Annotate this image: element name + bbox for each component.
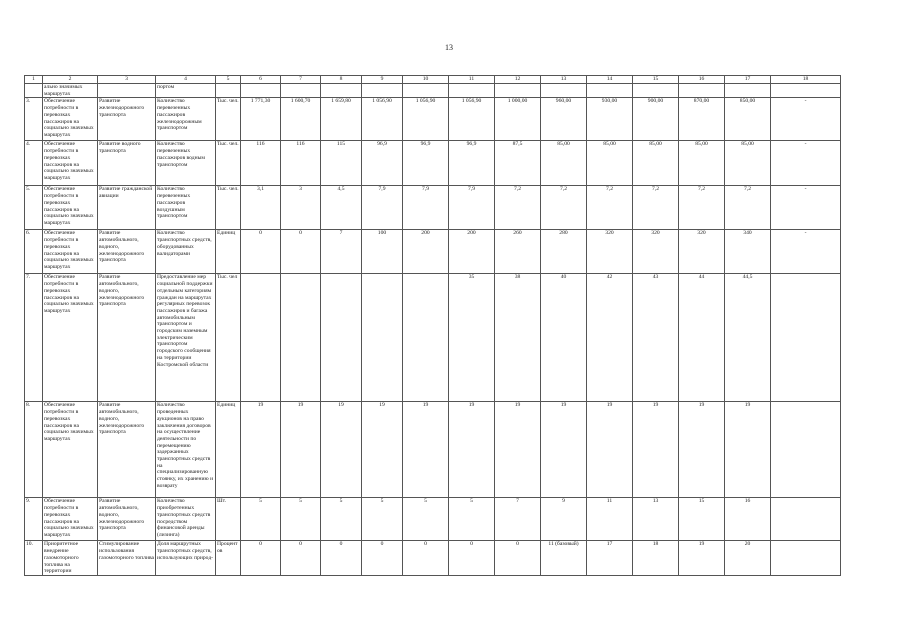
table-cell xyxy=(495,84,541,98)
table-cell: Развитие автомобильного, водного, железнодорожного транспорта xyxy=(98,274,156,402)
table-cell: 96,9 xyxy=(362,141,403,186)
table-cell xyxy=(541,84,587,98)
table-cell: 9 xyxy=(541,498,587,541)
table-cell: Развитие железнодорожного транспорта xyxy=(98,98,156,141)
table-cell: 9. xyxy=(25,498,43,541)
table-cell xyxy=(241,274,281,402)
table-cell: 19 xyxy=(679,402,725,498)
table-cell: 85,00 xyxy=(587,141,633,186)
table-cell: 0 xyxy=(495,541,541,576)
table-cell: 7. xyxy=(25,274,43,402)
table-cell: Единиц xyxy=(216,402,241,498)
continuation-row xyxy=(25,84,841,98)
header-cell: 1 xyxy=(25,76,43,84)
table-cell: 1 659,80 xyxy=(321,98,362,141)
table-cell: 0 xyxy=(362,541,403,576)
header-row xyxy=(25,76,841,84)
table-cell: 5 xyxy=(449,498,495,541)
table-cell: 8. xyxy=(25,402,43,498)
table-cell xyxy=(771,274,841,402)
table-cell: 7,2 xyxy=(633,186,679,230)
table-cell: 1 000,00 xyxy=(495,98,541,141)
table-cell: 340 xyxy=(725,230,771,274)
table-cell: 930,00 xyxy=(587,98,633,141)
table-cell: 7,2 xyxy=(541,186,587,230)
table-cell: 11 xyxy=(587,498,633,541)
table-cell xyxy=(679,84,725,98)
table-cell: 19 xyxy=(403,402,449,498)
table-cell xyxy=(771,541,841,576)
table-cell: 0 xyxy=(449,541,495,576)
table-cell: 85,00 xyxy=(633,141,679,186)
table-cell xyxy=(321,274,362,402)
table-cell: Развитие автомобильного, водного, железнодорожного транспорта xyxy=(98,498,156,541)
table-cell: 19 xyxy=(281,402,321,498)
table-cell: 18 xyxy=(633,541,679,576)
table-cell: 38 xyxy=(495,274,541,402)
table-cell: Тыс. чел xyxy=(216,274,241,402)
table-cell: 7 xyxy=(495,498,541,541)
table-cell: Предоставление мер социальной поддержки отдельным категориям граждан на маршрутах регулярных перевозок пассажиров и багажа автомобильным транспортом и городским наземным электрическим транспортом городского сообщения на территории Костромской области xyxy=(156,274,216,402)
table-cell: 35 xyxy=(449,274,495,402)
table-cell: 85,00 xyxy=(541,141,587,186)
table-cell: 44 xyxy=(679,274,725,402)
table-cell: Тыс. чел. xyxy=(216,141,241,186)
table-cell: Развитие гражданской авиации xyxy=(98,186,156,230)
table-cell: 43 xyxy=(633,274,679,402)
table-cell: 19 xyxy=(679,541,725,576)
table-cell: 200 xyxy=(403,230,449,274)
table-cell: Развитие водного транспорта xyxy=(98,141,156,186)
table-cell: 280 xyxy=(541,230,587,274)
table-cell: 40 xyxy=(541,274,587,402)
table-cell xyxy=(587,84,633,98)
header-cell: 12 xyxy=(495,76,541,84)
table-cell xyxy=(241,84,281,98)
header-cell: 17 xyxy=(725,76,771,84)
table-cell: 200 xyxy=(449,230,495,274)
table-cell: Обеспечение потребности в перевозках пассажиров на социально значимых маршрутах xyxy=(43,402,98,498)
header-cell: 7 xyxy=(281,76,321,84)
table-cell: 116 xyxy=(241,141,281,186)
table-cell: 20 xyxy=(725,541,771,576)
header-cell: 13 xyxy=(541,76,587,84)
table-cell: 4,5 xyxy=(321,186,362,230)
table-cell xyxy=(771,402,841,498)
table-cell xyxy=(449,84,495,98)
page-number: 13 xyxy=(445,43,453,52)
table-cell: 0 xyxy=(403,541,449,576)
table-cell: 3,1 xyxy=(241,186,281,230)
table-cell: 1 771,30 xyxy=(241,98,281,141)
table-cell: Процентов xyxy=(216,541,241,576)
table-cell: Единиц xyxy=(216,230,241,274)
table-cell: 0 xyxy=(321,541,362,576)
table-cell: портом xyxy=(156,84,216,98)
table-cell: 5 xyxy=(241,498,281,541)
table-cell: Обеспечение потребности в перевозках пассажиров на социально значимых маршрутах xyxy=(43,274,98,402)
table-row xyxy=(25,141,841,186)
table-cell: 87,5 xyxy=(495,141,541,186)
table-cell: 19 xyxy=(633,402,679,498)
table-cell: 0 xyxy=(281,541,321,576)
table-cell: 19 xyxy=(725,402,771,498)
table-cell: Стимулирование использования газомоторного топлива xyxy=(98,541,156,576)
table-cell: 3. xyxy=(25,98,43,141)
table-cell xyxy=(403,84,449,98)
table-cell: 85,00 xyxy=(679,141,725,186)
table-cell: Развитие автомобильного, водного, железнодорожного транспорта xyxy=(98,230,156,274)
table-cell: 19 xyxy=(587,402,633,498)
table-cell: 5 xyxy=(362,498,403,541)
table-cell: Обеспечение потребности в перевозках пассажиров на социально значимых маршрутах xyxy=(43,498,98,541)
table-cell: 960,00 xyxy=(541,98,587,141)
table-cell xyxy=(362,274,403,402)
header-cell: 11 xyxy=(449,76,495,84)
table-cell: 19 xyxy=(362,402,403,498)
table-cell: Количество проведенных аукционов на право заключения договоров на осуществление деятельности по перемещению задержанных транспортных средств на специализированную стоянку, их хранению и возврату xyxy=(156,402,216,498)
header-cell: 8 xyxy=(321,76,362,84)
table-cell: 6. xyxy=(25,230,43,274)
table-cell: 13 xyxy=(633,498,679,541)
table-cell: 320 xyxy=(587,230,633,274)
table-cell: 7,2 xyxy=(679,186,725,230)
table-cell: 11 (базовый) xyxy=(541,541,587,576)
header-cell: 14 xyxy=(587,76,633,84)
table-cell: 5 xyxy=(281,498,321,541)
table-cell: Шт. xyxy=(216,498,241,541)
table-cell: 0 xyxy=(241,230,281,274)
header-cell: 3 xyxy=(98,76,156,84)
table-cell: 850,00 xyxy=(725,98,771,141)
table-cell: 10. xyxy=(25,541,43,576)
table-cell: Количество перевезенных пассажиров воздушным транспортом xyxy=(156,186,216,230)
table-cell xyxy=(321,84,362,98)
table-cell: 115 xyxy=(321,141,362,186)
header-cell: 6 xyxy=(241,76,281,84)
table-cell xyxy=(281,274,321,402)
table-cell: 15 xyxy=(679,498,725,541)
table-cell: Количество транспортных средств, оборудованных валидаторами xyxy=(156,230,216,274)
table-cell xyxy=(362,84,403,98)
table-cell: 7 xyxy=(321,230,362,274)
header-cell: 9 xyxy=(362,76,403,84)
table-cell: 5. xyxy=(25,186,43,230)
table-cell: 3 xyxy=(281,186,321,230)
table-cell xyxy=(725,84,771,98)
table-row xyxy=(25,274,841,402)
table-cell: 870,00 xyxy=(679,98,725,141)
table-row xyxy=(25,98,841,141)
table-cell: 5 xyxy=(403,498,449,541)
table-cell: 5 xyxy=(321,498,362,541)
table-cell: 7,9 xyxy=(362,186,403,230)
table-cell xyxy=(281,84,321,98)
table-cell: 900,00 xyxy=(633,98,679,141)
table-cell: 7,2 xyxy=(495,186,541,230)
table-cell: 16 xyxy=(725,498,771,541)
table-cell xyxy=(771,84,841,98)
table-cell: 44,5 xyxy=(725,274,771,402)
table-cell: 19 xyxy=(241,402,281,498)
table-cell: 19 xyxy=(541,402,587,498)
table-cell: 7,2 xyxy=(587,186,633,230)
header-cell: 4 xyxy=(156,76,216,84)
table-cell: 0 xyxy=(241,541,281,576)
table-cell xyxy=(633,84,679,98)
table-cell: 96,9 xyxy=(449,141,495,186)
table-cell: 85,00 xyxy=(725,141,771,186)
table-row xyxy=(25,186,841,230)
header-cell: 15 xyxy=(633,76,679,84)
table-cell: 4. xyxy=(25,141,43,186)
table-cell: 1 056,90 xyxy=(449,98,495,141)
table-cell xyxy=(216,84,241,98)
table-cell xyxy=(25,84,43,98)
table-cell: Обеспечение потребности в перевозках пассажиров на социально значимых маршрутах xyxy=(43,141,98,186)
table-cell: Количество перевезенных пассажиров железнодорожным транспортом xyxy=(156,98,216,141)
table-cell: 116 xyxy=(281,141,321,186)
table-cell: 19 xyxy=(321,402,362,498)
table-cell: 0 xyxy=(281,230,321,274)
table-cell: Количество приобретенных транспортных средств посредством финансовой аренды (лизинга) xyxy=(156,498,216,541)
table-cell: 1 600,70 xyxy=(281,98,321,141)
table-row xyxy=(25,402,841,498)
table-cell: - xyxy=(771,98,841,141)
header-cell: 5 xyxy=(216,76,241,84)
table-cell: Тыс. чел. xyxy=(216,186,241,230)
table-cell: Обеспечение потребности в перевозках пассажиров на социально значимых маршрутах xyxy=(43,230,98,274)
table-cell: Обеспечение потребности в перевозках пассажиров на социально значимых маршрутах xyxy=(43,98,98,141)
header-cell: 16 xyxy=(679,76,725,84)
table-cell: 320 xyxy=(679,230,725,274)
table-cell: 1 056,90 xyxy=(403,98,449,141)
table-cell: 19 xyxy=(495,402,541,498)
table-cell: 42 xyxy=(587,274,633,402)
table-cell xyxy=(403,274,449,402)
table-cell: - xyxy=(771,230,841,274)
table-cell: 1 056,90 xyxy=(362,98,403,141)
header-cell: 10 xyxy=(403,76,449,84)
table-cell: 7,9 xyxy=(403,186,449,230)
table-cell: Обеспечение потребности в перевозках пассажиров на социально значимых маршрутах xyxy=(43,186,98,230)
indicators-table xyxy=(24,75,841,576)
table-cell: 320 xyxy=(633,230,679,274)
table-cell: Доля маршрутных транспортных средств, использующих природ- xyxy=(156,541,216,576)
table-row xyxy=(25,230,841,274)
table-cell: 100 xyxy=(362,230,403,274)
header-cell: 2 xyxy=(43,76,98,84)
table-cell: Развитие автомобильного, водного, железнодорожного транспорта xyxy=(98,402,156,498)
table-cell xyxy=(771,498,841,541)
table-cell: 96,9 xyxy=(403,141,449,186)
table-cell: - xyxy=(771,186,841,230)
table-cell xyxy=(98,84,156,98)
table-cell: Количество перевезенных пассажиров водным транспортом xyxy=(156,141,216,186)
table-cell: 7,9 xyxy=(449,186,495,230)
header-cell: 18 xyxy=(771,76,841,84)
table-cell: 260 xyxy=(495,230,541,274)
table-cell: 7,2 xyxy=(725,186,771,230)
table-cell: ально значимых маршрутах xyxy=(43,84,98,98)
table-cell: 19 xyxy=(449,402,495,498)
table-cell: Приоритетное внедрение газомоторного топлива на территории xyxy=(43,541,98,576)
table-cell: - xyxy=(771,141,841,186)
table-row xyxy=(25,498,841,541)
table-cell: Тыс. чел. xyxy=(216,98,241,141)
table-row xyxy=(25,541,841,576)
table-cell: 17 xyxy=(587,541,633,576)
